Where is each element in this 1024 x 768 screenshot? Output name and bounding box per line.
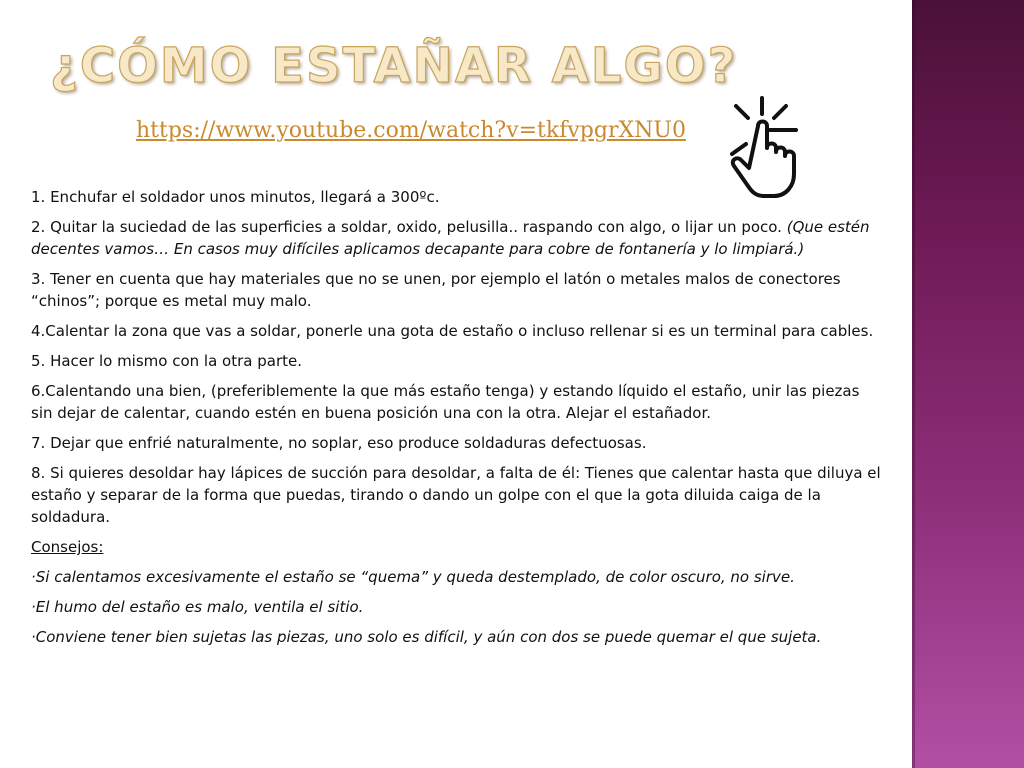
step-5: 5. Hacer lo mismo con la otra parte. — [31, 352, 302, 370]
youtube-link[interactable]: https://www.youtube.com/watch?v=tkfvpgrXNU0 — [136, 118, 686, 143]
tip-1: ·Si calentamos excesivamente el estaño se “quema” y queda destemplado, de color oscuro, no sirve. — [31, 568, 795, 586]
step-4: 4.Calentar la zona que vas a soldar, ponerle una gota de estaño o incluso rellenar si es un terminal para cables. — [31, 322, 874, 340]
step-1: 1. Enchufar el soldador unos minutos, llegará a 300ºc. — [31, 188, 440, 206]
step-2 — [31, 216, 881, 260]
step-7: 7. Dejar que enfrié naturalmente, no soplar, eso produce soldaduras defectuosas. — [31, 434, 647, 452]
decorative-sidebar — [912, 0, 1024, 768]
step-2-note: (Que estén decentes vamos… En casos muy difíciles aplicamos decapante para cobre de fontanería y lo limpiará.) — [31, 218, 870, 258]
tip-2: ·El humo del estaño es malo, ventila el sitio. — [31, 598, 364, 616]
step-3: 3. Tener en cuenta que hay materiales que no se unen, por ejemplo el latón o metales malos de conectores “chinos”; porque es metal muy malo. — [31, 270, 841, 310]
slide-title: ¿CÓMO ESTAÑAR ALGO? — [50, 38, 738, 94]
instructions — [31, 186, 881, 656]
tips-heading: Consejos: — [31, 538, 104, 556]
sidebar-edge — [912, 0, 915, 768]
tip-3: ·Conviene tener bien sujetas las piezas, uno solo es difícil, y aún con dos se puede quemar el que sujeta. — [31, 628, 822, 646]
step-6: 6.Calentando una bien, (preferiblemente la que más estaño tenga) y estando líquido el estaño, unir las piezas sin dejar de calentar, cuando estén en buena posición una con la otra. Alejar el estañador. — [31, 382, 860, 422]
step-2-text: 2. Quitar la suciedad de las superficies a soldar, oxido, pelusilla.. raspando con algo, o lijar un poco. — [31, 218, 787, 236]
step-8: 8. Si quieres desoldar hay lápices de succión para desoldar, a falta de él: Tienes que calentar hasta que diluya el estaño y separar de la forma que puedas, tirando o dando un golpe con el que la gota diluida caiga de la soldadura. — [31, 464, 881, 526]
